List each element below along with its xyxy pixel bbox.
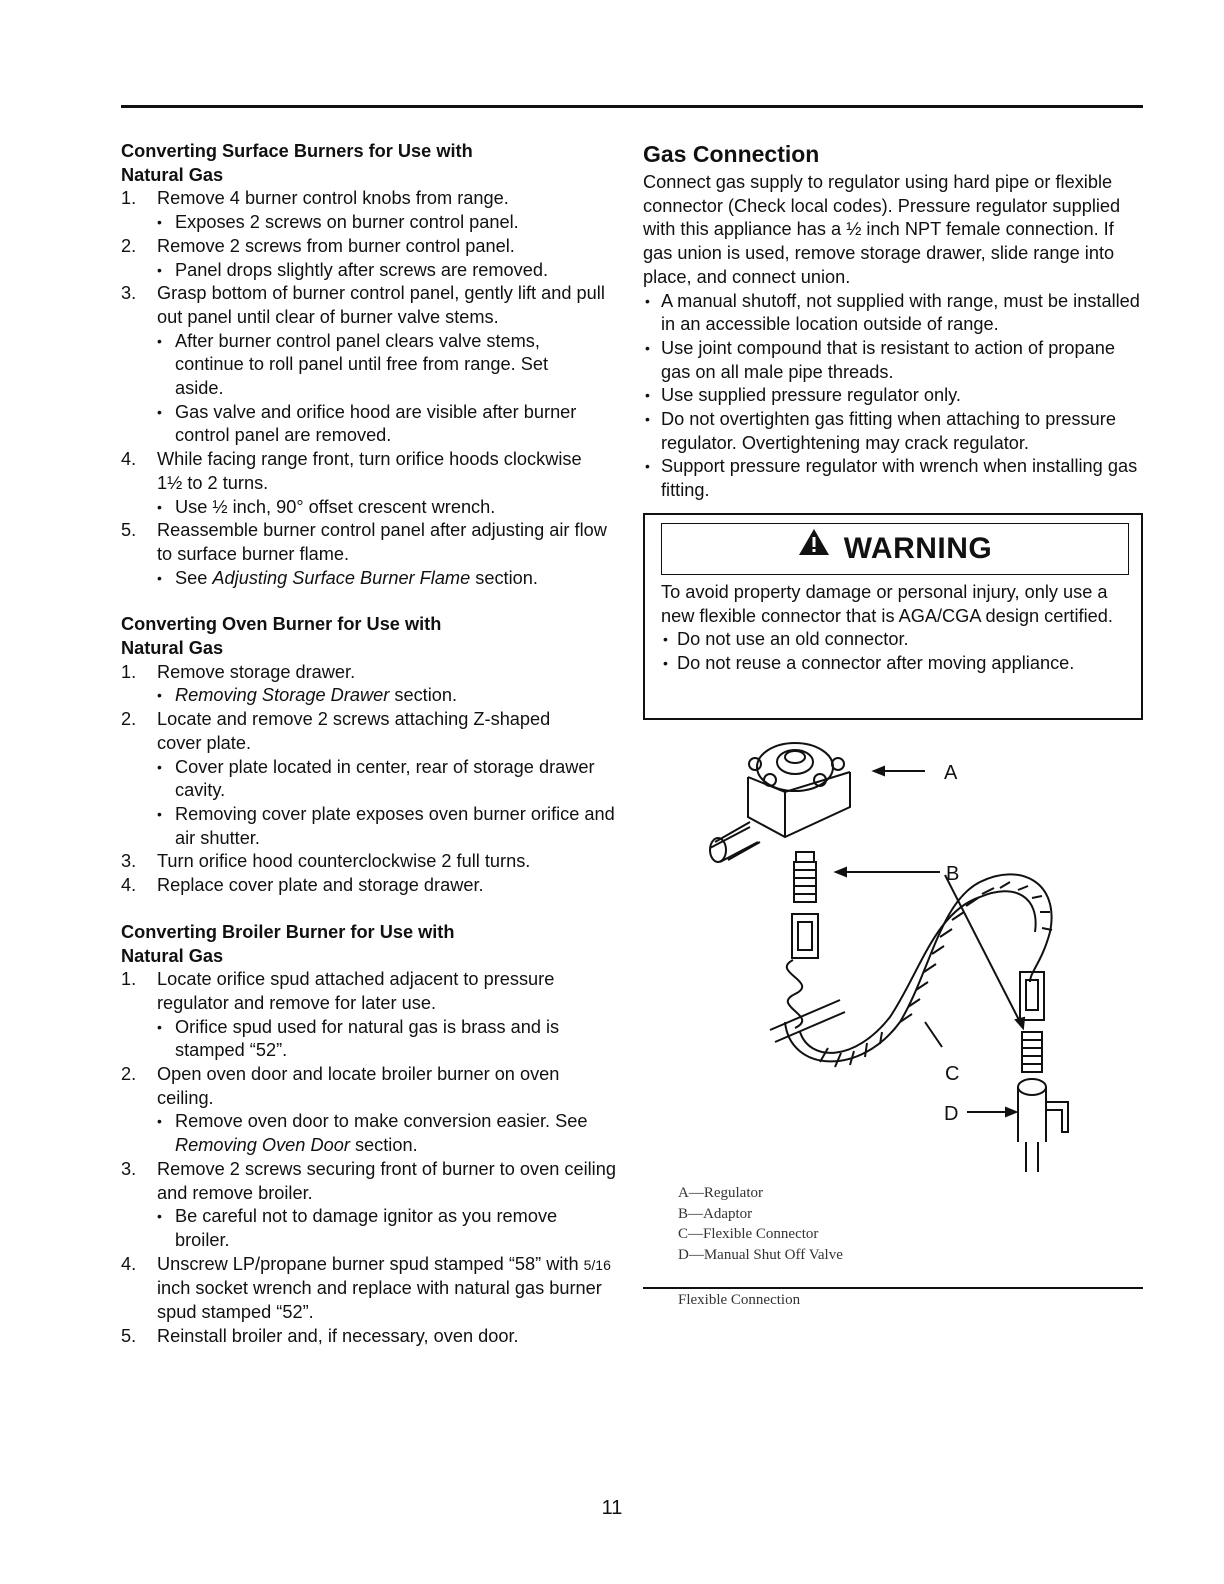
surface-step-4-bullet: • Use ½ inch, 90° offset crescent wrench. [121,496,621,520]
gas-bullet-5: • Support pressure regulator with wrench when installing gas fitting. [643,455,1143,502]
gas-connection-title: Gas Connection [643,141,820,167]
broiler-step-3-bullet: • Be careful not to damage ignitor as you remove broiler. [121,1205,621,1252]
oven-step-2-bullet-1: • Cover plate located in center, rear of storage drawer cavity. [121,756,621,803]
gas-bullet-1: • A manual shutoff, not supplied with range, must be installed in an accessible location outside of range. [643,290,1143,337]
gas-bullet-2: • Use joint compound that is resistant to action of propane gas on all male pipe threads. [643,337,1143,384]
removing-drawer-reference: Removing Storage Drawer [175,685,390,706]
label-b: B [946,863,960,885]
flexible-connection-diagram [690,732,1090,1182]
warning-heading: WARNING [843,532,993,565]
legend-c: C—Flexible Connector [678,1226,819,1242]
broiler-step-1: 1. Locate orifice spud attached adjacent to pressure regulator and remove for later use. [121,969,555,1013]
oven-step-4: 4. Replace cover plate and storage drawer. [121,875,484,896]
warning-header [661,523,1129,575]
warning-body [661,581,1133,676]
surface-step-4: 4. While facing range front, turn orifice hoods clockwise 1½ to 2 turns. [121,449,582,493]
surface-step-3-bullet-1: • After burner control panel clears valve stems, continue to roll panel until free from range. Set aside. [121,330,621,401]
broiler-burner-title: Converting Broiler Burner for Use with Natural Gas [121,921,455,966]
regulator-illustration [710,743,850,862]
broiler-step-1-bullet: • Orifice spud used for natural gas is brass and is stamped “52”. [121,1016,621,1063]
broiler-burner-section [121,921,621,1349]
warning-bullet-2: • Do not reuse a connector after moving appliance. [661,652,1133,676]
legend-a: A—Regulator [678,1185,763,1201]
right-column [643,140,1143,503]
surface-step-5: 5. Reassemble burner control panel after adjusting air flow to surface burner flame. [121,520,607,564]
oven-burner-title: Converting Oven Burner for Use with Natural Gas [121,614,442,659]
warning-text: To avoid property damage or personal injury, only use a new flexible connector that is AGA/CGA design certified. [661,582,1113,626]
surface-step-3: 3. Grasp bottom of burner control panel, gently lift and pull out panel until clear of burner valve stems. [121,283,605,327]
removing-door-reference: Removing Oven Door [175,1135,350,1156]
gas-bullet-4: • Do not overtighten gas fitting when attaching to pressure regulator. Overtightening may crack regulator. [643,408,1143,455]
top-rule [121,105,1143,108]
oven-step-2: 2. Locate and remove 2 screws attaching Z-shaped cover plate. [121,709,551,753]
gas-connection-intro: Connect gas supply to regulator using hard pipe or flexible connector (Check local codes). Pressure regulator supplied with this appliance has a ½ inch NPT female connection. If gas union is used, remove storage drawer, slide range into place, and connect union. [643,172,1121,287]
surface-step-1: 1. Remove 4 burner control knobs from range. [121,188,509,209]
adaptor-illustration [794,852,816,902]
surface-step-2-bullet: • Panel drops slightly after screws are removed. [121,259,621,283]
legend-d: D—Manual Shut Off Valve [678,1246,843,1263]
figure-caption: Flexible Connection [678,1292,801,1308]
figure-rule [643,1287,1143,1289]
warning-bullet-1: • Do not use an old connector. [661,628,1133,652]
broiler-step-2-bullet: • Remove oven door to make conversion easier. See Removing Oven Door section. [121,1110,621,1157]
page-number: 11 [601,1497,623,1519]
oven-step-1-bullet: • Removing Storage Drawer section. [121,684,621,708]
broiler-step-4: 4. Unscrew LP/propane burner spud stamped “58” with 5/16 inch socket wrench and replace with natural gas burner spud stamped “52”. [121,1253,611,1323]
broiler-step-2: 2. Open oven door and locate broiler burner on oven ceiling. [121,1064,560,1108]
label-c: C [945,1063,960,1085]
figure-legend [678,1183,843,1265]
legend-b: B—Adaptor [678,1205,753,1222]
shutoff-valve-illustration [1018,1079,1068,1172]
adjusting-flame-reference: Adjusting Surface Burner Flame [212,567,471,588]
socket-size-fraction: 5/16 [583,1256,611,1273]
label-d: D [944,1103,959,1125]
broiler-step-5: 5. Reinstall broiler and, if necessary, oven door. [121,1325,519,1346]
oven-step-3: 3. Turn orifice hood counterclockwise 2 full turns. [121,851,531,872]
surface-burner-title: Converting Surface Burners for Use with Natural Gas [121,141,473,185]
warning-box [643,513,1143,720]
surface-step-2: 2. Remove 2 screws from burner control panel. [121,235,515,256]
broiler-step-3: 3. Remove 2 screws securing front of burner to oven ceiling and remove broiler. [121,1158,616,1203]
oven-burner-section [121,613,621,897]
surface-burner-section [121,140,621,590]
label-a: A [944,762,958,784]
surface-step-3-bullet-2: • Gas valve and orifice hood are visible after burner control panel are removed. [121,401,621,448]
left-column [121,140,621,1371]
oven-step-1: 1. Remove storage drawer. [121,661,356,682]
gas-bullet-3: • Use supplied pressure regulator only. [643,384,1143,408]
surface-step-5-bullet: • See Adjusting Surface Burner Flame section. [121,567,621,591]
warning-triangle-icon [798,522,830,572]
oven-step-2-bullet-2: • Removing cover plate exposes oven burner orifice and air shutter. [121,803,621,850]
surface-step-1-bullet: • Exposes 2 screws on burner control panel. [121,211,621,235]
